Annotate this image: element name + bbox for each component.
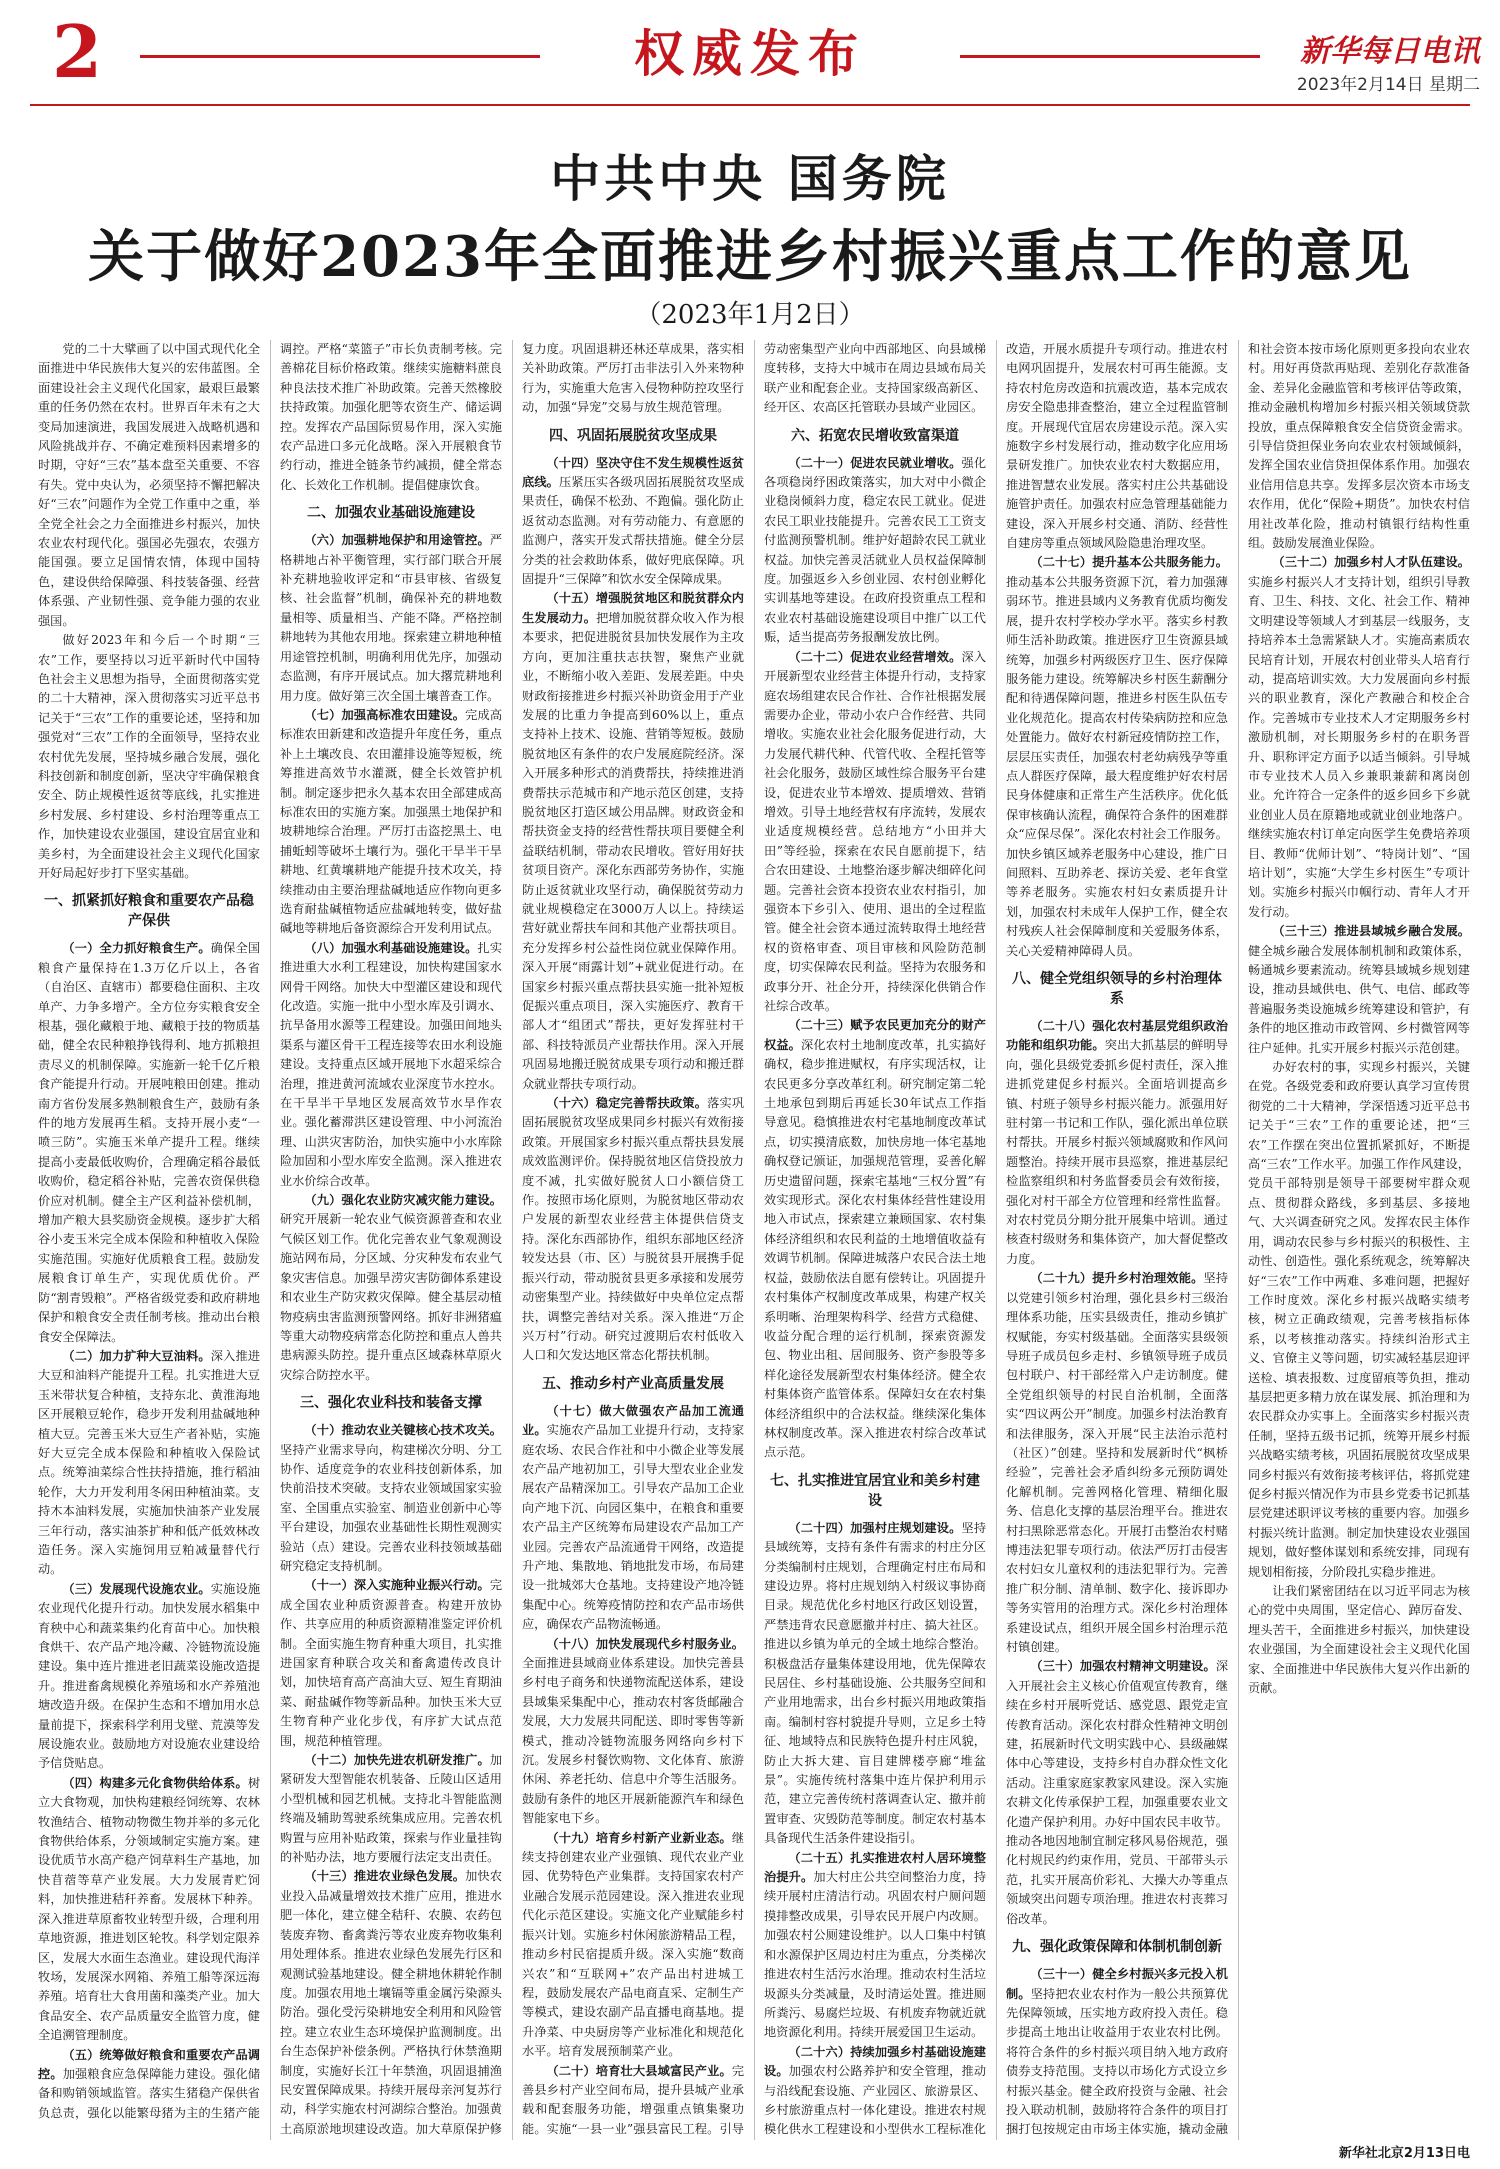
body-paragraph — [522, 1829, 744, 2062]
item-text: 继续支持创建农业产业强镇、现代农业产业园、优势特色产业集群。支持国家农村产业融合发展示范园建设。深入推进农业现代化示范区建设。实施文化产业赋能乡村振兴计划。实施乡村休闲旅游精品工程，推动乡村民宿提质升级。深入实施“数商兴农”和“互联网+”农产品出村进城工程，鼓励发展农产品电商直采、定制生产等模式，建设农副产品直播电商基地。提升净菜、中央厨房等产业标准化和规范化水平。培育发展预制菜产业。 — [522, 1830, 744, 2059]
item-text: 实施设施农业现代化提升行动。加快发展水稻集中育秧中心和蔬菜集约化育苗中心。加快粮食烘干、农产品产地冷藏、冷链物流设施建设。集中连片推进老旧蔬菜设施改造提升。推进畜禽规模化养殖场和水产养殖池塘改造升级。在保护生态和不增加用水总量前提下，探索科学利用戈壁、荒漠等发展设施农业。鼓励地方对设施农业建设给予信贷贴息。 — [38, 1581, 261, 1771]
item-heading: （四）构建多元化食物供给体系。 — [62, 1775, 248, 1790]
body-paragraph — [1248, 553, 1470, 922]
item-heading: （二十三）赋予农民更加充分的财产权益。 — [764, 1018, 986, 1052]
item-text: 强化各项稳岗纾困政策落实，加大对中小微企业稳岗倾斜力度，稳定农民工就业。促进农民工职业技能提升。完善农民工工资支付监测预警机制。维护好超龄农民工就业权益。加快完善灵活就业人员权益保障制度。加强返乡入乡创业园、农村创业孵化实训基地等建设。在政府投资重点工程和农业农村基础设施建设项目中推广以工代赈，适当提高劳务报酬发放比例。 — [764, 455, 987, 645]
body-paragraph — [280, 1421, 502, 1576]
item-heading: （二十八）强化农村基层党组织政治功能和组织功能。 — [1006, 1019, 1228, 1053]
article-headline: 关于做好2023年全面推进乡村振兴重点工作的意见 — [88, 224, 1412, 290]
section-heading: 一、抓紧抓好粮食和重要农产品稳产保供 — [44, 893, 254, 930]
item-text: 加紧研发大型智能农机装备、丘陵山区适用小型机械和园艺机械。支持北斗智能监测终端及辅助驾驶系统集成应用。完善农机购置与应用补贴政策，探索与作业量挂钩的补贴办法，地方要履行法定支出责任。 — [280, 1753, 502, 1865]
item-heading: （二）加力扩种大豆油料。 — [62, 1348, 211, 1363]
item-text: 深入开展新型农业经营主体提升行动，支持家庭农场组建农民合作社、合作社根据发展需要办企业，带动小农户合作经营、共同增收。实施农业社会化服务促进行动，大力发展代耕代种、代管代收、全程托管等社会化服务，鼓励区域性综合服务平台建设，促进农业节本增效、提质增效、营销增效。引导土地经营权有序流转，发展农业适度规模经营。总结地方“小田并大田”等经验，探索在农民自愿前提下，结合农田建设、土地整治逐步解决细碎化问题。完善社会资本投资农业农村指引，加强资本下乡引入、使用、退出的全过程监管。健全社会资本通过流转取得土地经营权的资格审查、项目审核和风险防范制度，切实保障农民利益。坚持为农服务和政事分开、社企分开，持续深化供销合作社综合改革。 — [764, 649, 987, 1013]
body-paragraph — [280, 939, 502, 1191]
item-heading: （二十四）加强村庄规划建设。 — [788, 1520, 962, 1535]
item-heading: （二十一）促进农民就业增收。 — [788, 455, 962, 470]
section-title: 权威发布 — [634, 25, 866, 83]
item-heading: （二十七）提升基本公共服务能力。 — [1030, 555, 1228, 570]
item-text: 完善县乡村产业空间布局，提升县城产业承载和配套服务功能，增强重点镇集聚功能。实施“一县一业”强县富民工程。引导劳动密集型产业向中西部地区、向县域梯度转移，支持大中城市在周边县域布局关联产业和配套企业。支持国家级高新区、经开区、农高区托管联办县域产业园区。 — [522, 342, 986, 2136]
article-dateline: （2023年1月2日） — [635, 300, 865, 330]
item-heading: （十一）深入实施种业振兴行动。 — [304, 1578, 490, 1593]
item-text: 全面推进县域商业体系建设。加快完善县乡村电子商务和快递物流配送体系，建设县域集采集配中心，推动农村客货邮融合发展，大力发展共同配送、即时零售等新模式，推动冷链物流服务网络向乡村下沉。发展乡村餐饮购物、文化体育、旅游休闲、养老托幼、信息中介等生活服务。鼓励有条件的地区开展新能源汽车和绿色智能家电下乡。 — [522, 1656, 744, 1826]
section-heading: 三、强化农业科技和装备支撑 — [300, 1395, 482, 1412]
section-heading: 七、扎实推进宜居宜业和美乡村建设 — [770, 1472, 980, 1509]
item-text: 加强粮食应急保障能力建设。强化储备和购销领域监管。落实生猪稳产保供省负总责，强化以能繁母猪为主的生猪产能调控。严格“菜篮子”市长负责制考核。完善棉花目标价格政策。继续实施糖料蔗良种良法技术推广补助政策。完善天然橡胶扶持政策。加强化肥等农资生产、储运调控。发挥农产品国际贸易作用，深入实施农产品进口多元化战略。深入开展粮食节约行动，推进全链条节约减损，健全常态化、长效化工作机制。提倡健康饮食。 — [38, 342, 502, 2120]
item-heading: （三十二）加强乡村人才队伍建设。 — [1272, 555, 1470, 570]
item-heading: （十七）做大做强农产品加工流通业。 — [522, 1403, 744, 1438]
item-heading: （八）加强水利基础设施建设。 — [304, 940, 478, 955]
body-paragraph — [522, 589, 744, 1094]
closing-paragraph: 让我们紧密团结在以习近平同志为核心的党中央周围，坚定信心、踔厉奋发、埋头苦干，全面推进乡村振兴，加快建设农业强国，为全面建设社会主义现代化国家、全面推进中华民族伟大复兴作出新的贡献。 — [1248, 1584, 1470, 1696]
item-text: 加快农业投入品减量增效技术推广应用，推进水肥一体化，建立健全秸秆、农膜、农药包装废弃物、畜禽粪污等农业废弃物收集利用处理体系。推进农业绿色发展先行区和观测试验基地建设。健全耕地休耕轮作制度。加强农用地土壤镉等重金属污染源头防治。强化受污染耕地安全利用和风险管控。建立农业生态环境保护监测制度。出台生态保护补偿条例。严格执行休禁渔期制度，实施好长江十年禁渔，巩固退捕渔民安置保障成果。持续开展母亲河复苏行动，科学实施农村河湖综合整治。加强黄土高原淤地坝建设改造。加大草原保护修复力度。巩固退耕还林还草成果，落实相关补助政策。严厉打击非法引入外来物种行为，实施重大危害入侵物种防控攻坚行动，加强“异宠”交易与放生规范管理。 — [280, 342, 744, 2136]
item-text: 深化农村土地制度改革，扎实搞好确权，稳步推进赋权，有序实现活权，让农民更多分享改革红利。研究制定第二轮土地承包到期后再延长30年试点工作指导意见。稳慎推进农村宅基地制度改革试点，切实摸清底数，加快房地一体宅基地确权登记颁证，加强规范管理，妥善化解历史遗留问题，探索宅基地“三权分置”有效实现形式。深化农村集体经营性建设用地入市试点，探索建立兼顾国家、农村集体经济组织和农民利益的土地增值收益有效调节机制。保障进城落户农民合法土地权益，鼓励依法自愿有偿转让。巩固提升农村集体产权制度改革成果，构建产权关系明晰、治理架构科学、经营方式稳健、收益分配合理的运行机制，探索资源发包、物业出租、居间服务、资产参股等多样化途径发展新型农村集体经济。健全农村集体资产监管体系。保障妇女在农村集体经济组织中的合法权益。继续深化集体林权制度改革。深入推进农村综合改革试点示范。 — [764, 1037, 987, 1460]
header-rule-left — [140, 55, 540, 58]
closing-paragraph: 办好农村的事，实现乡村振兴，关键在党。各级党委和政府要认真学习宣传贯彻党的二十大精神，学深悟透习近平总书记关于“三农”工作的重要论述，把“三农”工作摆在突出位置抓紧抓好，不断提高“三农”工作水平。加强工作作风建设，党员干部特别是领导干部要树牢群众观点、贯彻群众路线，多到基层、多接地气、大兴调查研究之风。发挥农民主体作用，调动农民参与乡村振兴的积极性、主动性、创造性。强化系统观念，统筹解决好“三农”工作中两难、多难问题，把握好工作时度效。深化乡村振兴战略实绩考核，树立正确政绩观，完善考核指标体系，以考核推动落实。持续纠治形式主义、官僚主义等问题，切实减轻基层迎评送检、填表报数、过度留痕等负担，推动基层把更多精力放在谋发展、抓治理和为农民群众办实事上。全面落实乡村振兴责任制，坚持五级书记抓，统筹开展乡村振兴战略实绩考核，巩固拓展脱贫攻坚成果同乡村振兴有效衔接考核评估，将抓党建促乡村振兴情况作为市县乡党委书记抓基层党建述职评议考核的重要内容。加强乡村振兴统计监测。制定加快建设农业强国规划，做好整体谋划和系统安排，同现有规划相衔接，分阶段扎实稳步推进。 — [1248, 1060, 1470, 1579]
item-text: 深入推进大豆和油料产能提升工程。扎实推进大豆玉米带状复合种植，支持东北、黄淮海地区开展粮豆轮作，稳步开发利用盐碱地种植大豆。完善玉米大豆生产者补贴，实施好大豆完全成本保险和种植收入保险试点。统筹油菜综合性扶持措施，推行稻油轮作，大力开发利用冬闲田种植油菜。支持木本油料发展，实施加快油茶产业发展三年行动，落实油茶扩种和低产低效林改造任务。深入实施饲用豆粕减量替代行动。 — [38, 1348, 261, 1577]
header-rule-right — [960, 55, 1260, 58]
item-heading: （一）全力抓好粮食生产。 — [62, 941, 211, 956]
section-heading: 九、强化政策保障和体制机制创新 — [1012, 1939, 1222, 1956]
item-text: 健全城乡融合发展体制机制和政策体系，畅通城乡要素流动。统筹县域城乡规划建设，推动县域供电、供气、电信、邮政等普遍服务类设施城乡统筹建设和管护，有条件的地区推动市政管网、乡村微管网等往户延伸。扎实开展乡村振兴示范创建。 — [1248, 943, 1470, 1055]
intro-paragraph: 党的二十大擘画了以中国式现代化全面推进中华民族伟大复兴的宏伟蓝图。全面建设社会主义现代化国家，最艰巨最繁重的任务仍然在农村。世界百年未有之大变局加速演进，我国发展进入战略机遇和风险挑战并存、不确定难预料因素增多的时期，守好“三农”基本盘至关重要、不容有失。党中央认为，必须坚持不懈把解决好“三农”问题作为全党工作重中之重，举全党全社会之力全面推进乡村振兴，加快农业农村现代化。强国必先强农，农强方能国强。要立足国情农情，体现中国特色，建设供给保障强、科技装备强、经营体系强、产业韧性强、竞争能力强的农业强国。 — [38, 342, 260, 628]
item-text: 压紧压实各级巩固拓展脱贫攻坚成果责任，确保不松劲、不跑偏。强化防止返贫动态监测。对有劳动能力、有意愿的监测户，落实开发式帮扶措施。健全分层分类的社会救助体系，做好兜底保障。巩固提升“三保障”和饮水安全保障成果。 — [522, 475, 745, 587]
item-heading: （十九）培育乡村新产业新业态。 — [546, 1830, 732, 1845]
item-text: 把增加脱贫群众收入作为根本要求，把促进脱贫县加快发展作为主攻方向，更加注重扶志扶智，聚焦产业就业，不断缩小收入差距、发展差距。中央财政衔接推进乡村振兴补助资金用于产业发展的比重力争提高到60%以上，重点支持补上技术、设施、营销等短板。鼓励脱贫地区有条件的农户发展庭院经济。深入开展多种形式的消费帮扶，持续推进消费帮扶示范城市和产地示范区创建，支持脱贫地区打造区域公用品牌。财政资金和帮扶资金支持的经营性帮扶项目要健全利益联结机制，带动农民增收。管好用好扶贫项目资产。深化东西部劳务协作，实施防止返贫就业攻坚行动，确保脱贫劳动力就业规模稳定在3000万人以上。持续运营好就业帮扶车间和其他产业帮扶项目。充分发挥乡村公益性岗位就业保障作用。深入开展“雨露计划”+就业促进行动。在国家乡村振兴重点帮扶县实施一批补短板促振兴重点项目，深入实施医疗、教育干部人才“组团式”帮扶，更好发挥驻村干部、科技特派员产业帮扶作用。深入开展巩固易地搬迁脱贫成果专项行动和搬迁群众就业帮扶专项行动。 — [522, 610, 745, 1091]
intro-paragraph: 做好2023年和今后一个时期“三农”工作，要坚持以习近平新时代中国特色社会主义思想为指导，全面贯彻落实党的二十大精神，深入贯彻落实习近平总书记关于“三农”工作的重要论述，坚持和加强党对“三农”工作的全面领导，坚持农业农村优先发展，坚持城乡融合发展，强化科技创新和制度创新，坚决守牢确保粮食安全、防止规模性返贫等底线，扎实推进乡村发展、乡村建设、乡村治理等重点工作，加快建设农业强国，建设宜居宜业和美乡村，为全面建设社会主义现代化国家开好局起好步打下坚实基础。 — [38, 633, 260, 880]
item-heading: （九）强化农业防灾减灾能力建设。 — [304, 1193, 502, 1208]
body-paragraph — [1006, 1269, 1228, 1657]
item-heading: （六）加强耕地保护和用途管控。 — [304, 533, 490, 548]
item-heading: （二十九）提升乡村治理效能。 — [1030, 1271, 1204, 1286]
item-text: 坚持产业需求导向，构建梯次分明、分工协作、适度竞争的农业科技创新体系，加快前沿技术突破。支持农业领域国家实验室、全国重点实验室、制造业创新中心等平台建设，加强农业基础性长期性观测实验站（点）建设。完善农业科技领域基础研究稳定支持机制。 — [280, 1442, 502, 1573]
item-text: 完成高标准农田新建和改造提升年度任务，重点补上土壤改良、农田灌排设施等短板，统筹推进高效节水灌溉，健全长效管护机制。制定逐步把永久基本农田全部建成高标准农田的实施方案。加强黑土地保护和坡耕地综合治理。严厉打击盗挖黑土、电捕蚯蚓等破坏土壤行为。强化干旱半干旱耕地、红黄壤耕地产能提升技术攻关，持续推动由主要治理盐碱地适应作物向更多选育耐盐碱植物适应盐碱地转变，做好盐碱地等耕地后备资源综合开发利用试点。 — [280, 707, 503, 936]
body-paragraph — [1006, 553, 1228, 961]
item-text: 加强农村公路养护和安全管理，推动与沿线配套设施、产业园区、旅游景区、乡村旅游重点村一体化建设。推进农村规模化供水工程建设和小型供水工程标准化改造，开展水质提升专项行动。推进农村电网巩固提升，发展农村可再生能源。支持农村危房改造和抗震改造，基本完成农房安全隐患排查整治，建立全过程监管制度。开展现代宜居农房建设示范。深入实施数字乡村发展行动，推动数字化应用场景研发推广。加快农业农村大数据应用，推进智慧农业发展。落实村庄公共基础设施管护责任。加强农村应急管理基础能力建设，深入开展乡村交通、消防、经营性自建房等重点领域风险隐患治理攻坚。 — [764, 342, 1228, 2137]
item-heading: （十八）加快发展现代乡村服务业。 — [546, 1636, 744, 1651]
item-text: 确保全国粮食产量保持在1.3万亿斤以上，各省（自治区、直辖市）都要稳住面积、主攻单产、力争多增产。全方位夯实粮食安全根基，强化藏粮于地、藏粮于技的物质基础，健全农民种粮挣钱得利、地方抓粮担责尽义的机制保障。实施新一轮千亿斤粮食产能提升行动。开展吨粮田创建。推动南方省份发展多熟制粮食生产，鼓励有条件的地方发展再生稻。支持开展小麦“一喷三防”。实施玉米单产提升工程。继续提高小麦最低收购价，合理确定稻谷最低收购价，稳定稻谷补贴，完善农资保供稳价应对机制。健全主产区利益补偿机制，增加产粮大县奖励资金规模。逐步扩大稻谷小麦玉米完全成本保险和种植收入保险实施范围。实施好优质粮食工程。鼓励发展粮食订单生产，实现优质优价。严防“割青毁粮”。严格省级党委和政府耕地保护和粮食安全责任制考核。推动出台粮食安全保障法。 — [38, 941, 261, 1344]
body-paragraph — [1006, 1017, 1228, 1269]
section-heading: 八、健全党组织领导的乡村治理体系 — [1012, 971, 1222, 1007]
item-text: 实施乡村振兴人才支持计划，组织引导教育、卫生、科技、文化、社会工作、精神文明建设等领域人才到基层一线服务，支持培养本土急需紧缺人才。实施高素质农民培育计划，开展农村创业带头人培育行动，提高培训实效。大力发展面向乡村振兴的职业教育，深化产教融合和校企合作。完善城市专业技术人才定期服务乡村激励机制，对长期服务乡村的在职务晋升、职称评定方面予以适当倾斜。引导城市专业技术人员入乡兼职兼薪和离岗创业。允许符合一定条件的返乡回乡下乡就业创业人员在原籍地或就业创业地落户。继续实施农村订单定向医学生免费培养项目、教师“优师计划”、“特岗计划”、“国培计划”，实施“大学生乡村医生”专项计划。实施乡村振兴巾帼行动、青年人才开发行动。 — [1248, 574, 1470, 919]
edition-date: 2023年2月14日 星期二 — [1296, 75, 1480, 95]
item-heading: （十五）增强脱贫地区和脱贫群众内生发展动力。 — [522, 591, 744, 625]
article-kicker: 中共中央 国务院 — [550, 149, 950, 208]
masthead-divider — [30, 104, 1470, 106]
item-text: 落实巩固拓展脱贫攻坚成果同乡村振兴有效衔接政策。开展国家乡村振兴重点帮扶县发展成效监测评价。保持脱贫地区信贷投放力度不减，扎实做好脱贫人口小额信贷工作。按照市场化原则，为脱贫地区带动农户发展的新型农业经营主体提供信贷支持。深化东西部协作，组织东部地区经济较发达县（市、区）与脱贫县开展携手促振兴行动，带动脱贫县更多承接和发展劳动密集型产业。持续做好中央单位定点帮扶，调整完善结对关系。深入推进“万企兴万村”行动。研究过渡期后农村低收入人口和欠发达地区常态化帮扶机制。 — [522, 1096, 745, 1363]
body-paragraph — [522, 454, 744, 590]
body-paragraph — [764, 1519, 986, 1849]
section-heading: 六、拓宽农民增收致富渠道 — [791, 427, 959, 444]
masthead — [0, 0, 1500, 104]
item-heading: （二十六）持续加强乡村基础设施建设。 — [764, 2044, 986, 2079]
item-text: 加大村庄公共空间整治力度，持续开展村庄清洁行动。巩固农村户厕问题摸排整改成果，引导农民开展户内改厕。加强农村公厕建设维护。以人口集中村镇和水源保护区周边村庄为重点，分类梯次推进农村生活污水治理。推动农村生活垃圾源头分类减量，及时清运处置。推进厕所粪污、易腐烂垃圾、有机废弃物就近就地资源化利用。持续开展爱国卫生运动。 — [764, 1870, 987, 2040]
item-text: 树立大食物观，加快构建粮经饲统筹、农林牧渔结合、植物动物微生物并举的多元化食物供给体系，分领域制定实施方案。建设优质节水高产稳产饲草料生产基地，加快苜蓿等草产业发展。大力发展青贮饲料，加快推进秸秆养畜。发展林下种养。深入推进草原畜牧业转型升级，合理利用草地资源，推进划区轮牧。科学划定限养区，发展大水面生态渔业。建设现代海洋牧场，发展深水网箱、养殖工船等深远海养殖。培育壮大食用菌和藻类产业。加大食品安全、农产品质量安全监管力度，健全追溯管理制度。 — [38, 1775, 260, 2043]
body-paragraph — [280, 706, 502, 939]
body-paragraph — [764, 1849, 986, 2043]
item-heading: （二十二）促进农业经营增效。 — [788, 649, 962, 664]
item-text: 坚持县域统筹，支持有条件有需求的村庄分区分类编制村庄规划，合理确定村庄布局和建设边界。将村庄规划纳入村级议事协商目录。规范优化乡村地区行政区划设置，严禁违背农民意愿撤并村庄、搞大社区。推进以乡镇为单元的全域土地综合整治。积极盘活存量集体建设用地，优先保障农民居住、乡村基础设施、公共服务空间和产业用地需求，出台乡村振兴用地政策指南。编制村容村貌提升导则，立足乡土特征、地域特点和民族特色提升村庄风貌，防止大拆大建、盲目建牌楼亭廊“堆盆景”。实施传统村落集中连片保护利用示范，建立完善传统村落调查认定、撤并前置审查、灾毁防范等制度。制定农村基本具备现代生活条件建设指引。 — [764, 1520, 987, 1846]
item-text: 完成全国农业种质资源普查。构建开放协作、共享应用的种质资源精准鉴定评价机制。全面实施生物育种重大项目，扎实推进国家育种联合攻关和畜禽遗传改良计划，加快培育高产高油大豆、短生育期油菜、耐盐碱作物等新品种。加快玉米大豆生物育种产业化步伐，有序扩大试点范围，规范种植管理。 — [280, 1578, 502, 1748]
item-heading: （三十三）推进县域城乡融合发展。 — [1272, 924, 1470, 939]
item-text: 严格耕地占补平衡管理，实行部门联合开展补充耕地验收评定和“市县审核、省级复核、社会监督”机制，确保补充的耕地数量相等、质量相当、产能不降。严格控制耕地转为其他农用地。探索建立耕地种植用途管控机制，明确利用优先序，加强动态监测，有序开展试点。加大撂荒耕地利用力度。做好第三次全国土壤普查工作。 — [280, 533, 502, 703]
item-text: 研究开展新一轮农业气候资源普查和农业气候区划工作。优化完善农业气象观测设施站网布局，分区域、分灾种发布农业气象灾害信息。加强旱涝灾害防御体系建设和农业生产防灾救灾保障。健全基层动植物疫病虫害监测预警网络。抓好非洲猪瘟等重大动物疫病常态化防控和重点人兽共患病源头防控。提升重点区域森林草原火灾综合防控水平。 — [280, 1212, 502, 1382]
item-heading: （十四）坚决守住不发生规模性返贫底线。 — [522, 455, 744, 490]
body-paragraph — [1006, 1657, 1228, 1929]
newspaper-brand: 新华每日电讯 — [1300, 34, 1480, 69]
body-paragraph — [522, 1635, 744, 1829]
body-paragraph — [522, 1094, 744, 1366]
article-signature: 新华社北京2月13日电 — [1338, 2146, 1470, 2161]
item-heading: （三）发展现代设施农业。 — [62, 1581, 211, 1596]
body-paragraph — [522, 1402, 744, 1635]
item-text: 推动基本公共服务资源下沉，着力加强薄弱环节。推进县域内义务教育优质均衡发展，提升农村学校办学水平。落实乡村教师生活补助政策。推进医疗卫生资源县域统筹，加强乡村两级医疗卫生、医疗保障服务能力建设。统筹解决乡村医生薪酬分配和待遇保障问题，推进乡村医生队伍专业化规范化。提高农村传染病防控和应急处置能力。做好农村新冠疫情防控工作，层层压实责任，加强农村老幼病残孕等重点人群医疗保障，最大程度维护好农村居民身体健康和正常生产生活秩序。优化低保审核确认流程，确保符合条件的困难群众“应保尽保”。深化农村社会工作服务。加快乡镇区域养老服务中心建设，推广日间照料、互助养老、探访关爱、老年食堂等养老服务。实施农村妇女素质提升计划，加强农村未成年人保护工作，健全农村残疾人社会保障制度和关爱服务体系，关心关爱精神障碍人员。 — [1006, 574, 1228, 958]
item-text: 突出大抓基层的鲜明导向，强化县级党委抓乡促村责任，深入推进抓党建促乡村振兴。全面培训提高乡镇、村班子领导乡村振兴能力。派强用好驻村第一书记和工作队，强化派出单位联村帮扶。开展乡村振兴领域腐败和作风问题整治。持续开展市县巡察，推进基层纪检监察组织和村务监督委员会有效衔接，强化对村干部全方位管理和经常性监督。对农村党员分期分批开展集中培训。通过核查村级财务和集体资产，加大督促整改力度。 — [1006, 1038, 1229, 1266]
section-heading: 二、加强农业基础设施建设 — [307, 505, 475, 522]
article-body — [38, 340, 1470, 2140]
item-text: 坚持把农业农村作为一般公共预算优先保障领域，压实地方政府投入责任。稳步提高土地出让收益用于农业农村比例。将符合条件的乡村振兴项目纳入地方政府债券支持范围。支持以市场化方式设立乡村振兴基金。健全政府投资与金融、社会投入联动机制，鼓励将符合条件的项目打捆打包按规定由市场主体实施，撬动金融和社会资本按市场化原则更多投向农业农村。用好再贷款再贴现、差别化存款准备金、差异化金融监管和考核评估等政策，推动金融机构增加乡村振兴相关领域贷款投放，重点保障粮食安全信贷资金需求。引导信贷担保业务向农业农村领域倾斜，发挥全国农业信贷担保体系作用。加强农业信用信息共享。发挥多层次资本市场支农作用，优化“保险+期货”。加快农村信用社改革化险，推动村镇银行结构性重组。鼓励发展渔业保险。 — [1006, 342, 1470, 2137]
item-heading: （十）推动农业关键核心技术攻关。 — [304, 1423, 502, 1438]
item-text: 扎实推进重大水利工程建设，加快构建国家水网骨干网络。加快大中型灌区建设和现代化改造。实施一批中小型水库及引调水、抗旱备用水源等工程建设。加强田间地头渠系与灌区骨干工程连接等农田水利设施建设。支持重点区域开展地下水超采综合治理，推进黄河流域农业深度节水控水。在干旱半干旱地区发展高效节水旱作农业。强化蓄滞洪区建设管理、中小河流治理、山洪灾害防治，加快实施中小水库除险加固和小型水库安全监测。深入推进农业水价综合改革。 — [280, 940, 503, 1188]
item-heading: （五）统筹做好粮食和重要农产品调控。 — [38, 2047, 260, 2081]
item-heading: （十六）稳定完善帮扶政策。 — [546, 1096, 708, 1111]
body-paragraph — [38, 939, 260, 1347]
body-paragraph — [1248, 922, 1470, 1058]
item-heading: （三十一）健全乡村振兴多元投入机制。 — [1006, 1967, 1228, 2001]
item-text: 深入开展社会主义核心价值观宣传教育，继续在乡村开展听党话、感党恩、跟党走宣传教育活动。深化农村群众性精神文明创建，拓展新时代文明实践中心、县级融媒体中心等建设，支持乡村自办群众性文化活动。注重家庭家教家风建设。深入实施农耕文化传承保护工程，加强重要农业文化遗产保护利用。办好中国农民丰收节。推动各地因地制宜制定移风易俗规范，强化村规民约约束作用，党员、干部带头示范，扎实开展高价彩礼、大操大办等重点领域突出问题专项治理。推进农村丧葬习俗改革。 — [1006, 1659, 1228, 1926]
item-heading: （十二）加快先进农机研发推广。 — [304, 1753, 490, 1768]
body-paragraph — [38, 1580, 260, 1774]
body-paragraph — [280, 1576, 502, 1751]
item-text: 坚持以党建引领乡村治理，强化县乡村三级治理体系功能，压实县级责任，推动乡镇扩权赋能，夯实村级基础。全面落实县级领导班子成员包乡走村、乡镇领导班子成员包村联户、村干部经常入户走访制度。健全党组织领导的村民自治机制，全面落实“四议两公开”制度。加强乡村法治教育和法律服务，深入开展“民主法治示范村（社区）”创建。坚持和发展新时代“枫桥经验”，完善社会矛盾纠纷多元预防调处化解机制。完善网格化管理、精细化服务、信息化支撑的基层治理平台。推进农村扫黑除恶常态化。开展打击整治农村赌博违法犯罪专项行动。依法严厉打击侵害农村妇女儿童权利的违法犯罪行为。完善推广积分制、清单制、数字化、接诉即办等务实管用的治理方式。深化乡村治理体系建设试点，组织开展全国乡村治理示范村镇创建。 — [1006, 1271, 1229, 1654]
body-paragraph — [280, 1191, 502, 1385]
body-paragraph — [280, 531, 502, 706]
body-paragraph — [38, 1774, 260, 2046]
body-paragraph — [764, 1016, 986, 1462]
item-heading: （二十）培育壮大县域富民产业。 — [546, 2063, 732, 2078]
item-heading: （二十五）扎实推进农村人居环境整治提升。 — [764, 1850, 986, 1885]
item-heading: （十三）推进农业绿色发展。 — [304, 1869, 466, 1884]
item-text: 实施农产品加工业提升行动，支持家庭农场、农民合作社和中小微企业等发展农产品产地初加工，引导大型农业企业发展农产品精深加工。引导农产品加工企业向产地下沉、向园区集中，在粮食和重要农产品主产区统筹布局建设农产品加工产业园。完善农产品流通骨干网络，改造提升产地、集散地、销地批发市场，布局建设一批城郊大仓基地。支持建设产地冷链集配中心。统筹疫情防控和农产品市场供应，确保农产品物流畅通。 — [522, 1423, 745, 1632]
body-paragraph — [280, 1751, 502, 1867]
section-heading: 五、推动乡村产业高质量发展 — [542, 1375, 724, 1392]
body-paragraph — [764, 454, 986, 648]
item-heading: （三十）加强农村精神文明建设。 — [1030, 1659, 1216, 1674]
body-paragraph — [764, 648, 986, 1017]
section-heading: 四、巩固拓展脱贫攻坚成果 — [549, 427, 717, 444]
body-paragraph — [38, 1347, 260, 1580]
page-number: 2 — [51, 9, 103, 94]
item-heading: （七）加强高标准农田建设。 — [304, 707, 466, 722]
